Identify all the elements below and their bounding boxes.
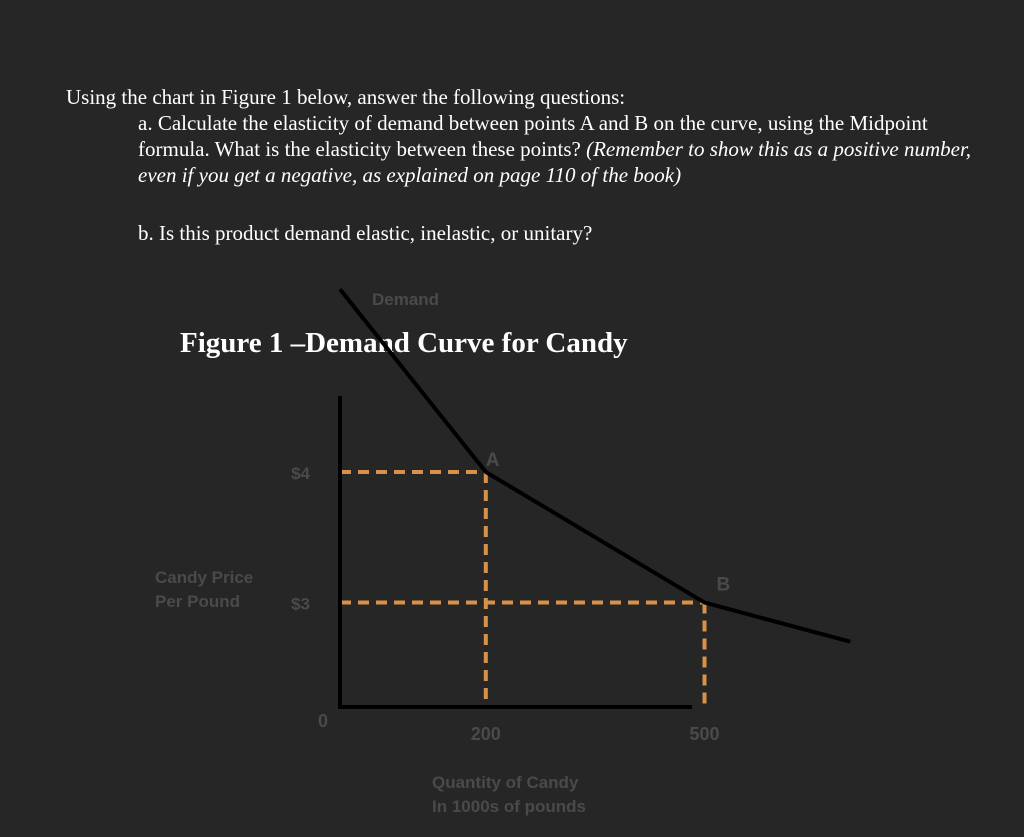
y-tick-label: $4 — [291, 464, 310, 483]
question-part-a-text: a. Calculate the elasticity of demand between points A and B on the curve, using the Midpoint formula. What is the elasticity between these points? — [138, 111, 928, 161]
y-axis-label: Candy Price — [155, 568, 254, 587]
y-axis-label: Per Pound — [155, 592, 241, 611]
x-axis-label: Quantity of Candy — [432, 773, 579, 792]
y-tick-label: $3 — [291, 594, 310, 614]
x-axis-label: In 1000s of pounds — [432, 797, 586, 816]
figure-title: Figure 1 –Demand Curve for Candy — [180, 327, 628, 359]
demand-curve-line — [340, 289, 850, 642]
origin-label: 0 — [317, 711, 329, 731]
question-part-a-note: (Remember to show this as a positive number, even if you get a negative, as explained on page 110 of the book) — [138, 137, 972, 187]
x-tick-label: 200 — [470, 724, 501, 744]
series-label-demand: Demand — [372, 290, 440, 310]
question-intro: Using the chart in Figure 1 below, answer the following questions: — [66, 85, 626, 109]
point-label-a: A — [485, 450, 500, 471]
x-tick-label: 500 — [689, 724, 720, 744]
point-label-b: B — [716, 574, 731, 596]
question-part-b: b. Is this product demand elastic, inelastic, or unitary? — [138, 221, 593, 245]
